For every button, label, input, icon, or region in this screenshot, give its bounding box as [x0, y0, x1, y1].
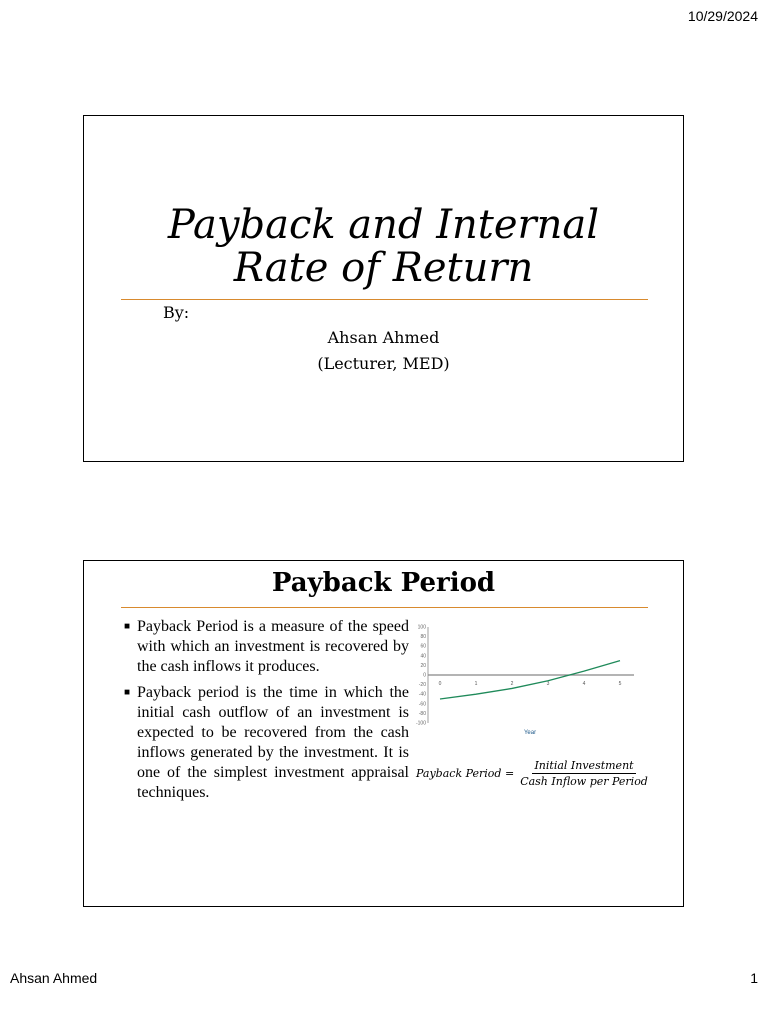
by-label: By: [163, 303, 190, 322]
bullet-item [124, 617, 409, 677]
x-tick-label: 4 [582, 681, 586, 687]
y-tick-label: 100 [417, 624, 426, 631]
formula-lhs: Payback Period = [416, 767, 515, 780]
formula-denominator: Cash Inflow per Period [520, 775, 648, 788]
payback-formula [416, 759, 650, 788]
y-tick-label: 60 [420, 643, 426, 650]
bullet-square-icon: ■ [124, 621, 131, 632]
slide-title: Payback Period [271, 568, 496, 598]
x-axis-label: Year [523, 730, 537, 736]
page-date: 10/29/2024 [687, 8, 758, 24]
formula-numerator: Initial Investment [534, 759, 634, 772]
x-tick-label: 2 [510, 681, 514, 687]
x-tick-label: 1 [474, 681, 478, 687]
y-tick-label: -40 [418, 691, 426, 698]
y-tick-label: -100 [415, 720, 426, 727]
bullet-square-icon: ■ [124, 687, 131, 698]
bullet-text: Payback Period is a measure of the speed with which an investment is recovered by the cash inflows it produces. [137, 618, 409, 675]
y-tick-label: 0 [423, 672, 426, 679]
bullet-item [124, 683, 409, 803]
y-tick-label: 20 [420, 662, 426, 669]
title-line-2: Rate of Return [233, 245, 534, 291]
formula-fraction [518, 759, 650, 788]
bullet-list [124, 617, 409, 809]
bullet-text: Payback period is the time in which the initial cash outflow of an investment is expected to be recovered from the cash inflows generated by the investment. It is one of the simplest investment appraisal techniques. [137, 684, 409, 801]
footer-author: Ahsan Ahmed [10, 970, 98, 986]
y-tick-label: 80 [420, 634, 426, 641]
x-tick-label: 5 [618, 681, 622, 687]
title-line-1: Payback and Internal [167, 202, 600, 248]
slide-title [84, 204, 683, 290]
y-tick-label: -20 [418, 682, 426, 689]
cash-flow-chart [412, 619, 642, 739]
title-divider [121, 299, 648, 300]
y-tick-label: -60 [418, 701, 426, 708]
page-number: 1 [750, 970, 758, 986]
title-slide [83, 115, 684, 462]
author-role: (Lecturer, MED) [317, 354, 450, 373]
series-line [440, 661, 620, 699]
x-tick-label: 3 [546, 681, 550, 687]
y-tick-label: -80 [418, 710, 426, 717]
x-tick-label: 0 [438, 681, 442, 687]
payback-slide [83, 560, 684, 907]
y-tick-label: 40 [420, 653, 426, 660]
title-divider [121, 607, 648, 608]
author-name: Ahsan Ahmed [327, 328, 440, 347]
